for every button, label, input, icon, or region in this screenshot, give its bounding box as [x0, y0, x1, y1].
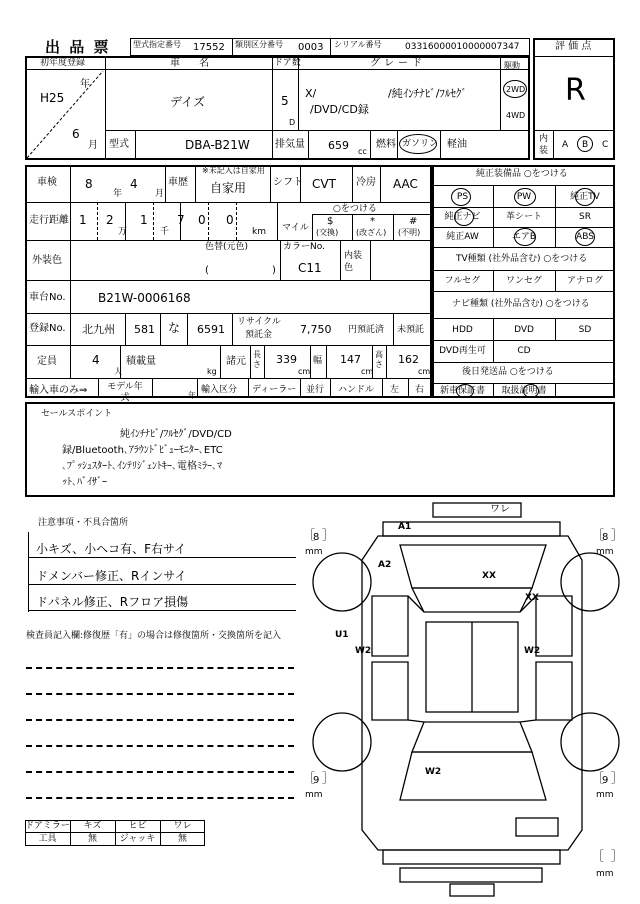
sales-line-3: ､ﾌﾟｯｼｭｽﾀｰﾄ､ｲﾝﾃﾘｼﾞｪﾝﾄｷｰ､電格ﾐﾗｰ､ﾏ: [62, 461, 222, 472]
serial-label: シリアル番号: [334, 40, 382, 49]
interior-a: A: [562, 140, 569, 150]
form-title: 出 品 票: [45, 38, 111, 56]
note-line-2: ドメンバー修正、Rインサイ: [36, 569, 187, 583]
color-no: C11: [298, 261, 322, 275]
equip-ps: PS: [456, 191, 469, 202]
exterior-label: 外装色: [32, 255, 62, 266]
tread-unit: mm: [596, 790, 614, 800]
tv-analog: アナログ: [566, 275, 603, 286]
tread-bracket-spare: ［: [592, 849, 605, 863]
shaken-year-unit: 年: [113, 189, 123, 199]
navi-title: ナビ種類 (社外品含む) ○をつける: [452, 299, 590, 309]
later-manual: 取扱説明書: [501, 385, 547, 396]
km-unit: km: [252, 227, 266, 237]
year-unit: 年: [80, 79, 90, 90]
mark-xx: XX: [525, 593, 539, 603]
bt-header: キズ: [83, 821, 102, 831]
drive-4wd: 4WD: [506, 111, 526, 120]
equip-airbag: エアB: [511, 231, 537, 242]
navi-sd: SD: [578, 324, 592, 335]
import-type-label: 輸入区分: [201, 385, 238, 395]
history-label: 車歴: [168, 177, 188, 188]
type-label: 型式: [109, 139, 129, 150]
equip-pw: PW: [516, 191, 532, 202]
tread-bracket-rr: ［: [592, 771, 605, 785]
equip-leather: 革シート: [505, 211, 542, 222]
sales-line-1: 純ｲﾝﾁﾅﾋﾞ/ﾌﾙｾｸﾞ/DVD/CD: [120, 429, 232, 440]
cc-unit: cc: [358, 147, 367, 156]
import-label: 輸入車のみ⇒: [29, 385, 88, 396]
tread-unit: mm: [596, 547, 614, 557]
month-unit: 月: [88, 140, 98, 151]
shaken-year: 8: [85, 177, 93, 191]
tv-oneseg: ワンセグ: [505, 275, 542, 286]
history-note: ※未記入は自家用: [202, 166, 265, 175]
diagram-top-label: ワレ: [490, 504, 510, 515]
navi-dvd: DVD: [514, 324, 534, 335]
length-label: 長さ: [253, 350, 261, 369]
chassis-label: 車台No.: [29, 292, 66, 303]
first-reg-month: 6: [72, 127, 80, 141]
interior-color-label: 内装色: [344, 251, 363, 273]
length-unit: cm: [298, 367, 311, 376]
reg-class: 581: [134, 323, 155, 336]
equip-tv: 純正TV: [570, 191, 600, 202]
mark-a2: A2: [378, 560, 392, 570]
note-line-1: 小キズ、小ヘコ有、F右サイ: [36, 542, 187, 556]
tread-unit: mm: [596, 869, 614, 879]
grade-line2: /DVD/CD録: [310, 103, 369, 116]
score-label: 評 価 点: [555, 41, 592, 52]
later-warranty: 新車保証書: [439, 385, 485, 396]
height-unit: cm: [418, 367, 431, 376]
shaken-month: 4: [130, 177, 138, 191]
reg-area: 北九州: [82, 323, 115, 336]
mileage-digit: 7: [177, 213, 185, 227]
grade-label: グレード: [370, 58, 426, 69]
tv-fullseg: フルセグ: [444, 275, 481, 286]
fuel-light: 軽油: [447, 139, 467, 150]
navi-hdd: HDD: [452, 324, 473, 335]
mileage-digit: 0: [226, 213, 234, 227]
fuel-gas: ガソリン: [402, 139, 439, 149]
reg-number: 6591: [197, 323, 225, 336]
name-label: 車 名: [170, 58, 218, 69]
model-code-label: 型式指定番号: [133, 40, 181, 49]
tread-unit: mm: [305, 790, 323, 800]
load-label: 積載量: [126, 356, 156, 367]
bt-value: 工具: [38, 834, 57, 844]
bt-value: 無: [177, 834, 187, 844]
tread-bracket-fr: ［: [592, 528, 605, 542]
height: 162: [398, 353, 419, 366]
note-line-3: ドパネル修正、Rフロア損傷: [36, 595, 189, 609]
doors-label: ドア数: [274, 58, 301, 68]
shift: CVT: [312, 177, 336, 191]
model-year-unit: 年: [188, 391, 196, 400]
drive-2wd: 2WD: [506, 85, 526, 94]
equip-title: 純正装備品 ○をつける: [476, 169, 568, 179]
paren-close: ): [272, 265, 276, 276]
inspector-label: 検査員記入欄:修復歴「有」の場合は修復箇所・交換箇所を記入: [26, 631, 282, 641]
bt-value: 無: [87, 834, 97, 844]
tread-bracket-rl: ［: [303, 771, 316, 785]
model-year-label: モデル年式: [107, 382, 143, 403]
dealer: ディーラー: [252, 385, 297, 395]
doors-d: D: [289, 118, 296, 127]
handle-label: ハンドル: [338, 385, 375, 395]
width: 147: [340, 353, 361, 366]
tread-bracket-fr-end: ］: [611, 528, 624, 542]
doors: 5: [281, 94, 289, 108]
color-change-label: 色替(元色): [205, 242, 249, 252]
parallel: 並行: [306, 385, 325, 395]
swap-label: (交換): [316, 228, 339, 237]
first-reg-label: 初年度登録: [40, 58, 86, 68]
dvd-value: CD: [517, 345, 531, 356]
mark-xx: XX: [482, 571, 496, 581]
grade-line1: X/: [305, 87, 317, 100]
tread-rl: 9: [313, 775, 320, 786]
bt-header: ヒビ: [128, 821, 147, 831]
bt-header: ドアミラー: [25, 821, 70, 831]
shift-label: シフト: [273, 177, 303, 188]
mark-w2: W2: [425, 767, 442, 777]
length: 339: [276, 353, 297, 366]
notes-label: 注意事項・不具合箇所: [38, 518, 129, 528]
bt-value: ジャッキ: [119, 834, 156, 844]
history: 自家用: [210, 181, 247, 195]
serial-number: 03316000010000007347: [405, 42, 520, 52]
reg-label: 登録No.: [29, 323, 66, 334]
capacity: 4: [92, 353, 100, 367]
width-unit: cm: [361, 367, 374, 376]
dims-label: 諸元: [226, 356, 246, 367]
tread-fl: 8: [313, 532, 320, 543]
ac: AAC: [393, 177, 418, 191]
handle-left: 左: [390, 385, 400, 395]
recycle-label-1: リサイクル: [237, 317, 281, 327]
displacement-label: 排気量: [275, 139, 305, 150]
tread-rr: 9: [602, 775, 609, 786]
equip-abs: ABS: [576, 231, 594, 242]
reg-kana: な: [168, 321, 181, 335]
tread-fr: 8: [602, 532, 609, 543]
category-code: 0003: [298, 42, 324, 53]
model-code: 17552: [193, 42, 225, 53]
unknown-label: (不明): [398, 228, 421, 237]
interior-c: C: [602, 140, 609, 150]
chassis-number: B21W-0006168: [98, 291, 191, 305]
unknown-symbol: #: [409, 216, 418, 227]
mileage-digit: 1: [79, 213, 87, 227]
model-type: DBA-B21W: [185, 138, 250, 152]
mileage-digit: 0: [198, 213, 206, 227]
tread-bracket-fl-end: ］: [322, 528, 335, 542]
score-value: R: [565, 73, 586, 108]
fuel-label: 燃料: [376, 139, 396, 150]
swap-symbol: $: [327, 216, 334, 227]
shaken-month-unit: 月: [155, 189, 165, 199]
mileage-label: 走行距離: [29, 215, 69, 226]
recycle-status: 円預託済: [348, 325, 385, 335]
mark-a1: A1: [398, 522, 412, 532]
color-no-label: カラーNo.: [283, 242, 325, 252]
sales-line-2: 録/Bluetooth､ｱﾗｳﾝﾄﾞﾋﾞｭｰﾓﾆﾀｰ､ETC: [62, 445, 223, 456]
bt-header: ワレ: [173, 821, 192, 831]
width-label: 幅: [313, 356, 323, 366]
equip-navi: 純正ナビ: [444, 211, 481, 222]
recycle-label-2: 預託金: [245, 330, 273, 340]
sen-unit: 千: [160, 227, 170, 237]
grade-line1b: /純ｲﾝﾁﾅﾋﾞ/ﾌﾙｾｸﾞ: [388, 87, 467, 100]
tread-bracket-rl-end: ］: [322, 771, 335, 785]
height-label: 高さ: [375, 350, 383, 369]
drive-label: 駆動: [504, 61, 520, 70]
tread-bracket-fl: ［: [303, 528, 316, 542]
mark-w2: W2: [355, 646, 372, 656]
interior-label: 内装: [539, 134, 549, 156]
mark-u1: U1: [335, 630, 349, 640]
displacement: 659: [328, 139, 349, 152]
dvd-label: DVD再生可: [439, 345, 486, 356]
mile-label: マイル: [282, 223, 309, 233]
recycle-unpaid: 未預託: [397, 325, 425, 335]
sales-label: セールスポイント: [41, 409, 113, 419]
mileage-digit: 2: [106, 213, 114, 227]
vehicle-name: デイズ: [170, 95, 206, 109]
tv-title: TV種類 (社外品含む) ○をつける: [456, 254, 588, 264]
handle-right: 右: [415, 385, 425, 395]
check-note: ○をつける: [333, 204, 377, 214]
tamper-symbol: *: [370, 216, 375, 227]
kg-unit: kg: [207, 367, 217, 376]
paren-open: (: [205, 265, 209, 276]
sales-line-4: ｯﾄ､ﾊﾞｲｻﾞｰ: [62, 477, 107, 488]
tread-bracket-spare-end: ］: [611, 849, 624, 863]
mark-w2: W2: [524, 646, 541, 656]
tamper-label: (改ざん): [356, 228, 387, 237]
man-unit: 万: [118, 227, 128, 237]
shaken-label: 車検: [37, 177, 57, 188]
equip-sr: SR: [579, 211, 591, 222]
mileage-digit: 1: [140, 213, 148, 227]
tread-bracket-rr-end: ］: [611, 771, 624, 785]
car-damage-diagram: [300, 500, 630, 904]
person-unit: 人: [114, 367, 122, 376]
category-label: 類別区分番号: [235, 40, 283, 49]
ac-label: 冷房: [356, 177, 376, 188]
equip-aw: 純正AW: [446, 231, 479, 242]
later-title: 後日発送品 ○をつける: [462, 367, 554, 377]
first-reg-year: H25: [40, 91, 65, 105]
interior-b: B: [582, 140, 589, 150]
capacity-label: 定員: [37, 356, 57, 367]
tread-unit: mm: [305, 547, 323, 557]
recycle-amount: 7,750: [300, 323, 332, 336]
